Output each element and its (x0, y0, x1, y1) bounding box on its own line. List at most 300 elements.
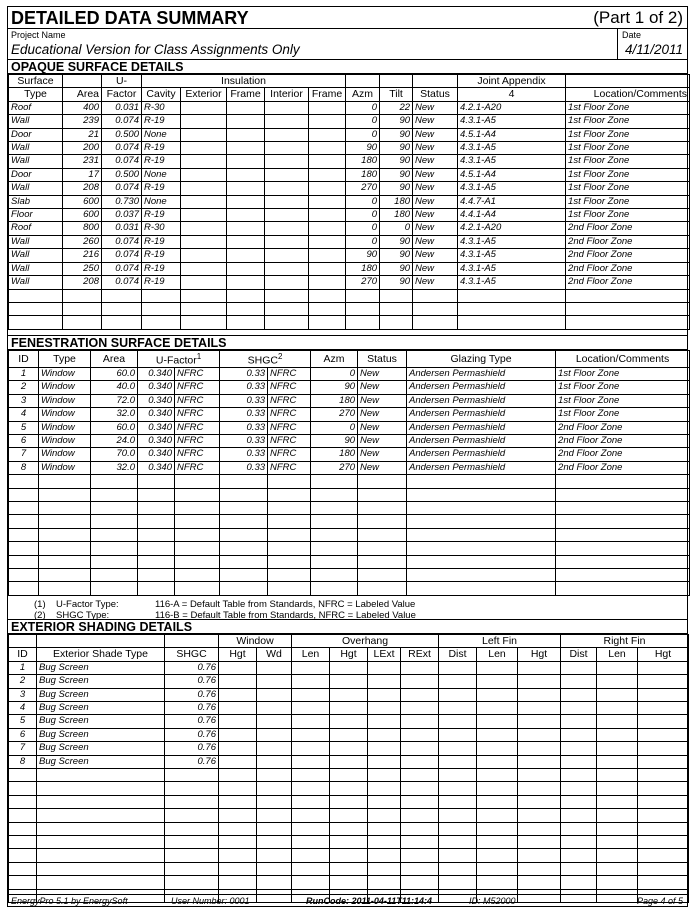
table-cell: 1 (9, 367, 39, 380)
table-cell: 0.33 (220, 448, 268, 461)
table-cell (138, 501, 175, 514)
table-cell (181, 289, 227, 302)
table-cell: 180 (346, 155, 380, 168)
table-cell (330, 795, 368, 808)
table-cell (181, 249, 227, 262)
table-cell (181, 101, 227, 114)
table-cell (477, 862, 518, 875)
table-cell: 208 (63, 182, 102, 195)
fen-ufactor-label: U-Factor (155, 354, 197, 367)
table-cell (477, 742, 518, 755)
table-cell (309, 289, 346, 302)
table-cell (518, 795, 561, 808)
table-cell (227, 155, 265, 168)
table-cell: 7 (9, 448, 39, 461)
table-cell: None (142, 168, 181, 181)
table-cell (401, 782, 439, 795)
table-cell (257, 675, 292, 688)
table-cell: New (358, 408, 407, 421)
table-cell (309, 115, 346, 128)
fenestration-section (8, 335, 687, 622)
table-cell (265, 142, 309, 155)
sh-col-o-hgt: Hgt (330, 648, 368, 661)
table-cell (477, 715, 518, 728)
table-cell (358, 582, 407, 595)
table-cell (227, 209, 265, 222)
title-bar (8, 7, 687, 29)
table-cell (9, 488, 39, 501)
table-cell (597, 715, 638, 728)
shading-header-row-2 (9, 648, 689, 661)
table-cell (439, 822, 477, 835)
table-cell: 4.3.1-A5 (458, 276, 566, 289)
table-cell (561, 809, 597, 822)
table-cell: New (413, 222, 458, 235)
table-cell: 1st Floor Zone (556, 394, 690, 407)
table-row (9, 809, 689, 822)
table-cell (439, 836, 477, 849)
table-cell: 0.074 (102, 262, 142, 275)
table-cell (220, 555, 268, 568)
table-cell (257, 661, 292, 674)
table-cell (227, 262, 265, 275)
table-cell: 260 (63, 235, 102, 248)
table-cell (401, 822, 439, 835)
table-cell (9, 862, 37, 875)
table-cell (309, 101, 346, 114)
table-cell (257, 836, 292, 849)
table-cell (407, 475, 556, 488)
table-cell: Andersen Permashield (407, 394, 556, 407)
table-cell (39, 568, 91, 581)
table-cell (556, 515, 690, 528)
table-cell: 0.76 (165, 675, 219, 688)
table-cell (138, 528, 175, 541)
table-cell: 4.3.1-A5 (458, 142, 566, 155)
table-row (9, 475, 690, 488)
table-cell (368, 715, 401, 728)
table-cell (477, 728, 518, 741)
table-cell (227, 115, 265, 128)
table-cell (556, 488, 690, 501)
table-cell (219, 702, 257, 715)
table-cell (37, 849, 165, 862)
table-cell (39, 582, 91, 595)
opaque-section (8, 59, 687, 330)
table-cell (407, 501, 556, 514)
table-cell: 0.76 (165, 661, 219, 674)
table-cell (518, 769, 561, 782)
col-tilt: Tilt (380, 88, 413, 101)
table-cell (330, 822, 368, 835)
table-row (9, 381, 690, 394)
col-surface: Surface (9, 75, 63, 88)
sh-col-r-len: Len (597, 648, 638, 661)
table-cell (181, 168, 227, 181)
table-cell (220, 542, 268, 555)
table-cell (91, 488, 138, 501)
table-cell: 0.500 (102, 128, 142, 141)
table-cell (175, 568, 220, 581)
table-cell (138, 568, 175, 581)
table-cell (407, 488, 556, 501)
table-cell (292, 742, 330, 755)
opaque-table (8, 74, 690, 330)
table-row (9, 222, 690, 235)
project-label: Project Name (11, 30, 66, 40)
table-cell: 90 (380, 182, 413, 195)
table-cell (439, 755, 477, 768)
report-date: 4/11/2011 (624, 42, 683, 57)
table-cell: 90 (311, 434, 358, 447)
table-cell (401, 755, 439, 768)
table-cell: 800 (63, 222, 102, 235)
table-cell (439, 661, 477, 674)
footer-page: Page 4 of 5 (636, 896, 683, 906)
table-cell (9, 782, 37, 795)
table-cell (9, 528, 39, 541)
table-cell (219, 715, 257, 728)
table-row (9, 142, 690, 155)
table-cell (439, 795, 477, 808)
table-cell (220, 515, 268, 528)
table-cell (292, 862, 330, 875)
table-cell (227, 302, 265, 315)
table-cell (91, 475, 138, 488)
table-cell (358, 475, 407, 488)
table-row (9, 209, 690, 222)
table-cell (91, 582, 138, 595)
table-cell (309, 209, 346, 222)
table-cell (37, 822, 165, 835)
table-cell (102, 289, 142, 302)
table-cell (330, 715, 368, 728)
sh-col-left-fin: Left Fin (439, 635, 561, 648)
table-cell (219, 822, 257, 835)
table-row (9, 675, 689, 688)
table-cell (407, 582, 556, 595)
table-cell: 90 (380, 262, 413, 275)
table-cell: 4.3.1-A5 (458, 155, 566, 168)
table-cell (91, 501, 138, 514)
table-cell: 1st Floor Zone (556, 381, 690, 394)
table-cell (257, 755, 292, 768)
table-cell (181, 209, 227, 222)
table-row (9, 115, 690, 128)
table-cell: 0.340 (138, 408, 175, 421)
table-cell (265, 155, 309, 168)
table-cell (265, 222, 309, 235)
table-cell: 0.500 (102, 168, 142, 181)
table-row (9, 101, 690, 114)
table-cell (9, 809, 37, 822)
table-cell: 1st Floor Zone (566, 182, 690, 195)
table-cell (477, 849, 518, 862)
table-cell (227, 182, 265, 195)
table-cell: Wall (9, 142, 63, 155)
table-cell (518, 849, 561, 862)
table-cell: NFRC (268, 448, 311, 461)
table-cell (181, 235, 227, 248)
col-joint-4: 4 (458, 88, 566, 101)
table-row (9, 742, 689, 755)
table-cell (458, 316, 566, 329)
table-cell (9, 542, 39, 555)
page-footer (8, 894, 687, 906)
table-cell (219, 728, 257, 741)
table-cell (311, 488, 358, 501)
table-cell (91, 555, 138, 568)
table-cell (138, 555, 175, 568)
table-cell (311, 501, 358, 514)
table-cell: 600 (63, 195, 102, 208)
sh-col-w-wd: Wd (257, 648, 292, 661)
table-cell: 400 (63, 101, 102, 114)
table-row (9, 862, 689, 875)
table-cell (181, 302, 227, 315)
table-cell: New (413, 115, 458, 128)
table-cell: New (358, 367, 407, 380)
table-cell: 1st Floor Zone (566, 155, 690, 168)
table-cell (597, 728, 638, 741)
table-cell (368, 702, 401, 715)
table-cell (265, 316, 309, 329)
table-cell (439, 675, 477, 688)
table-cell (165, 782, 219, 795)
table-cell (138, 542, 175, 555)
table-cell (518, 715, 561, 728)
table-cell (219, 688, 257, 701)
col-status: Status (413, 88, 458, 101)
table-cell: 0.074 (102, 182, 142, 195)
table-cell (401, 661, 439, 674)
table-cell (292, 809, 330, 822)
table-cell: New (413, 235, 458, 248)
table-cell (330, 675, 368, 688)
table-cell: 90 (346, 142, 380, 155)
table-cell (330, 769, 368, 782)
table-cell: 0.074 (102, 235, 142, 248)
table-cell: 0 (346, 128, 380, 141)
table-cell: 6 (9, 728, 37, 741)
table-cell (257, 715, 292, 728)
table-cell (561, 742, 597, 755)
opaque-header-row-1 (9, 75, 690, 88)
table-cell (413, 302, 458, 315)
table-cell (401, 809, 439, 822)
table-cell (518, 702, 561, 715)
table-cell (9, 289, 63, 302)
table-row (9, 302, 690, 315)
table-cell: 0.340 (138, 394, 175, 407)
table-cell (638, 688, 689, 701)
table-cell (311, 582, 358, 595)
table-row (9, 276, 690, 289)
table-cell (9, 849, 37, 862)
table-cell (556, 501, 690, 514)
table-cell (638, 769, 689, 782)
table-cell: New (413, 142, 458, 155)
table-cell (477, 822, 518, 835)
table-cell (380, 302, 413, 315)
table-cell: 0 (346, 115, 380, 128)
table-cell: R-30 (142, 101, 181, 114)
table-cell (220, 582, 268, 595)
table-cell: 208 (63, 276, 102, 289)
table-cell (292, 876, 330, 889)
table-cell: 1st Floor Zone (566, 101, 690, 114)
table-cell (227, 235, 265, 248)
table-cell (265, 289, 309, 302)
table-cell: 2 (9, 381, 39, 394)
table-cell (175, 501, 220, 514)
table-cell (309, 249, 346, 262)
table-cell (561, 782, 597, 795)
table-cell: 0.76 (165, 742, 219, 755)
table-cell (413, 289, 458, 302)
table-cell (358, 568, 407, 581)
table-cell (597, 742, 638, 755)
table-cell (227, 168, 265, 181)
table-cell: NFRC (268, 461, 311, 474)
table-cell: 0.340 (138, 434, 175, 447)
table-row (9, 568, 690, 581)
table-cell (138, 475, 175, 488)
page-title: DETAILED DATA SUMMARY (11, 8, 249, 28)
sh-col-l-len: Len (477, 648, 518, 661)
table-cell: 3 (9, 688, 37, 701)
table-cell: 4 (9, 408, 39, 421)
table-cell (257, 809, 292, 822)
table-cell (556, 475, 690, 488)
table-cell: 3 (9, 394, 39, 407)
table-cell (220, 568, 268, 581)
table-cell: 0.76 (165, 728, 219, 741)
table-cell (518, 822, 561, 835)
table-cell (561, 769, 597, 782)
project-row (8, 29, 687, 59)
table-cell (309, 262, 346, 275)
table-cell: 32.0 (91, 461, 138, 474)
table-cell: Bug Screen (37, 715, 165, 728)
table-cell (597, 822, 638, 835)
table-cell (39, 528, 91, 541)
table-cell (368, 822, 401, 835)
table-cell: Window (39, 448, 91, 461)
table-cell (268, 582, 311, 595)
table-cell (37, 836, 165, 849)
table-cell (268, 488, 311, 501)
table-cell (37, 876, 165, 889)
table-cell (175, 515, 220, 528)
table-cell (268, 475, 311, 488)
fen-col-status: Status (358, 351, 407, 368)
table-cell (346, 302, 380, 315)
table-cell (220, 488, 268, 501)
table-cell: NFRC (268, 394, 311, 407)
table-cell (311, 555, 358, 568)
table-cell (330, 782, 368, 795)
table-cell: 250 (63, 262, 102, 275)
table-cell: 5 (9, 421, 39, 434)
table-cell (138, 488, 175, 501)
table-cell (561, 876, 597, 889)
table-cell (638, 661, 689, 674)
table-cell: 1st Floor Zone (566, 142, 690, 155)
table-cell (477, 876, 518, 889)
table-cell: 0 (311, 367, 358, 380)
footnote-number: (2) (34, 610, 46, 622)
table-row (9, 262, 690, 275)
table-cell (219, 795, 257, 808)
col-area: Area (63, 88, 102, 101)
table-cell (518, 862, 561, 875)
table-cell: Window (39, 461, 91, 474)
table-cell: Wall (9, 276, 63, 289)
table-cell (407, 542, 556, 555)
table-cell (165, 849, 219, 862)
table-cell (268, 501, 311, 514)
table-row (9, 876, 689, 889)
table-row (9, 289, 690, 302)
col-ufactor: U- (102, 75, 142, 88)
sh-col-shgc-top (165, 635, 219, 648)
table-cell (227, 128, 265, 141)
table-cell (219, 742, 257, 755)
table-cell (346, 316, 380, 329)
table-cell (219, 782, 257, 795)
table-cell (39, 515, 91, 528)
table-cell: Andersen Permashield (407, 367, 556, 380)
table-row (9, 688, 689, 701)
table-cell (181, 222, 227, 235)
table-cell: Slab (9, 195, 63, 208)
table-cell (518, 661, 561, 674)
footnote-label: SHGC Type: (56, 610, 110, 622)
table-row (9, 542, 690, 555)
table-cell (368, 809, 401, 822)
table-cell (358, 501, 407, 514)
table-cell: 72.0 (91, 394, 138, 407)
table-cell: 8 (9, 461, 39, 474)
table-cell (638, 675, 689, 688)
table-cell: Wall (9, 262, 63, 275)
table-cell: New (413, 155, 458, 168)
table-row (9, 488, 690, 501)
opaque-header-row-2 (9, 88, 690, 101)
table-cell: 0.074 (102, 249, 142, 262)
table-row (9, 836, 689, 849)
table-cell (638, 862, 689, 875)
table-cell (638, 836, 689, 849)
table-cell: 90 (380, 235, 413, 248)
table-cell: 0.33 (220, 408, 268, 421)
table-cell (265, 115, 309, 128)
table-cell: 90 (380, 115, 413, 128)
table-cell (265, 249, 309, 262)
table-cell (309, 276, 346, 289)
table-cell: 22 (380, 101, 413, 114)
table-cell: New (413, 128, 458, 141)
table-cell (518, 876, 561, 889)
table-cell: Bug Screen (37, 742, 165, 755)
table-cell (638, 795, 689, 808)
table-cell (268, 528, 311, 541)
table-cell (181, 316, 227, 329)
table-cell (368, 755, 401, 768)
table-cell (358, 488, 407, 501)
sh-col-overhang: Overhang (292, 635, 439, 648)
